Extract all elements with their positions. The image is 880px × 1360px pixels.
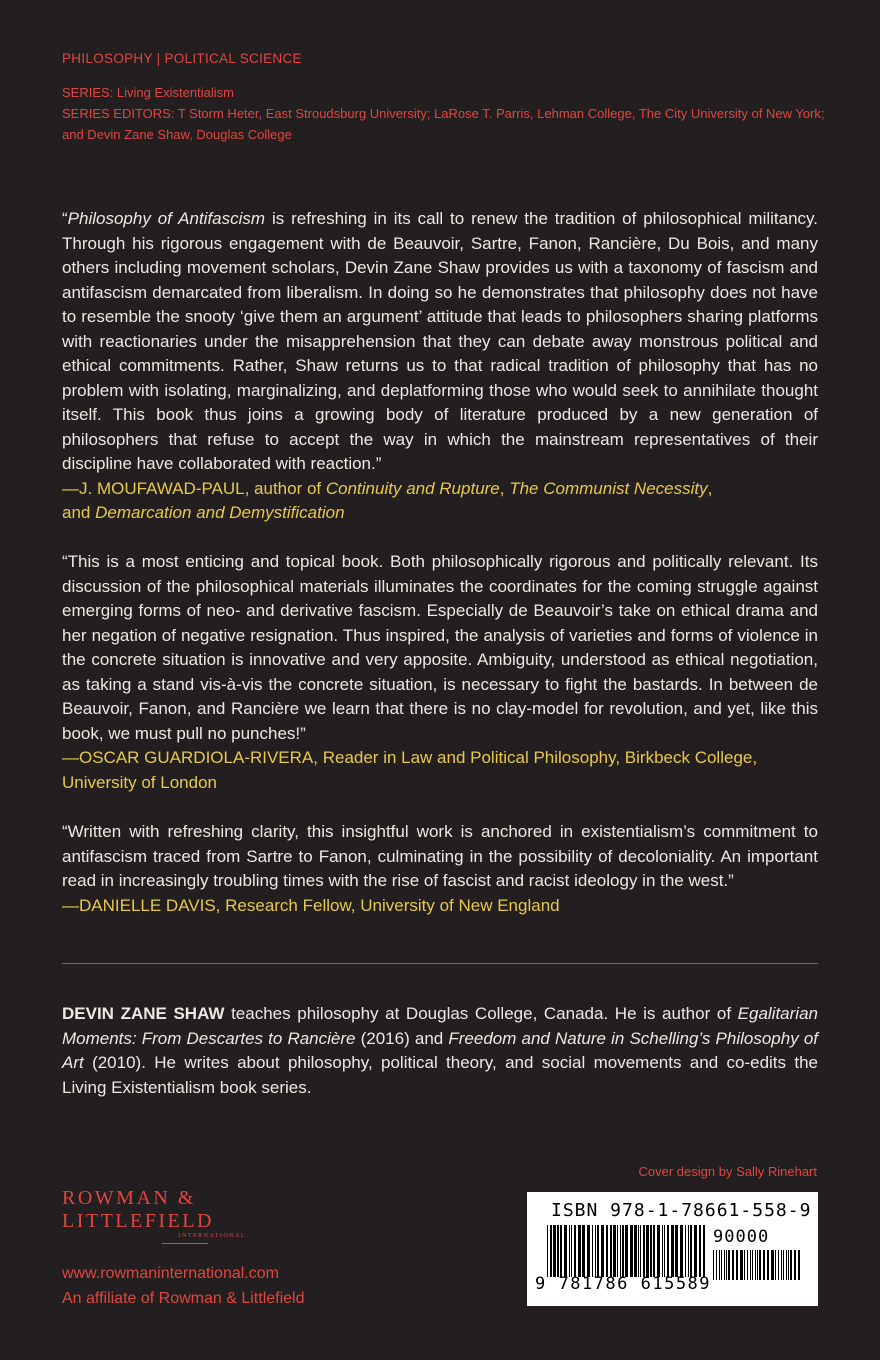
barcode-bar bbox=[680, 1225, 683, 1277]
barcode-bar bbox=[622, 1225, 624, 1277]
barcode-bar bbox=[719, 1250, 720, 1280]
endorsement-attribution: —J. MOUFAWAD-PAUL, author of Continuity and Rupture, The Communist Necessity, and Demarcation and Demystification bbox=[62, 478, 713, 522]
endorsement-3 bbox=[62, 820, 818, 918]
barcode-bar bbox=[690, 1225, 692, 1277]
barcode-bar bbox=[601, 1225, 604, 1277]
barcode-bar bbox=[783, 1250, 784, 1280]
barcode-bar bbox=[560, 1225, 562, 1277]
barcode-bar bbox=[752, 1250, 753, 1280]
series-info bbox=[62, 82, 832, 145]
barcode-bar bbox=[664, 1225, 665, 1277]
publisher-affiliate: An affiliate of Rowman & Littlefield bbox=[62, 1290, 305, 1307]
publisher-logo: ROWMAN & LITTLEFIELD INTERNATIONAL bbox=[62, 1186, 246, 1239]
barcode-bar bbox=[650, 1225, 652, 1277]
barcode-bar bbox=[610, 1225, 612, 1277]
barcode-bar bbox=[744, 1250, 745, 1280]
barcode-bar bbox=[716, 1250, 717, 1280]
publisher-website[interactable]: www.rowmaninternational.com bbox=[62, 1265, 279, 1282]
series-editors: SERIES EDITORS: T Storm Heter, East Stroudsburg University; LaRose T. Parris, Lehman College, The City University of New York; bbox=[62, 106, 825, 121]
subject-category: PHILOSOPHY | POLITICAL SCIENCE bbox=[62, 51, 302, 66]
barcode-bar bbox=[757, 1250, 758, 1280]
section-divider bbox=[62, 963, 818, 964]
barcode-bar bbox=[736, 1250, 738, 1280]
barcode-bar bbox=[798, 1250, 800, 1280]
quote-text: “Written with refreshing clarity, this insightful work is anchored in existentialism’s commitment to antifascism traced from Sartre to Fanon, culminating in the possibility of decoloniality. An important read in increasingly troubling times with the rise of fascist and racist ideology in the west.” bbox=[62, 822, 818, 890]
barcode-bar bbox=[788, 1250, 789, 1280]
barcode-bar bbox=[724, 1250, 725, 1280]
book-title: Egalitarian Moments: From Descartes to Rancière bbox=[62, 1004, 818, 1048]
barcode-bar bbox=[630, 1225, 633, 1277]
barcode-bar bbox=[675, 1225, 678, 1277]
addon-bars bbox=[713, 1250, 803, 1290]
barcode-bar bbox=[547, 1225, 548, 1277]
cover-credit: Cover design by Sally Rinehart bbox=[638, 1164, 817, 1179]
barcode-bar bbox=[786, 1250, 787, 1280]
barcode-bar bbox=[750, 1250, 751, 1280]
barcode-bar bbox=[640, 1225, 641, 1277]
barcode-bar bbox=[790, 1250, 792, 1280]
barcode-bar bbox=[685, 1225, 686, 1277]
barcode-bar bbox=[755, 1250, 756, 1280]
barcode-bar bbox=[634, 1225, 637, 1277]
author-bio: DEVIN ZANE SHAW teaches philosophy at Douglas College, Canada. He is author of Egalitarian Moments: From Descartes to Rancière (2016) and Freedom and Nature in Schelling’s Philosophy of Art (2010). He writes about philosophy, political theory, and social movements and co-edits the Living Existentialism book series. bbox=[62, 1004, 818, 1097]
barcode-bar bbox=[763, 1250, 765, 1280]
barcode-bar bbox=[759, 1250, 761, 1280]
barcode-bar bbox=[638, 1225, 639, 1277]
quote-text: is refreshing in its call to renew the tradition of philosophical militancy. Through his rigorous engagement with de Beauvoir, Sartre, Fanon, Rancière, Du Bois, and many others including movement scholars, Devin Zane Shaw provides us with a taxonomy of fascism and antifascism demarcated from liberalism. In doing so he demonstrates that philosophy does not have to resemble the snooty ‘give them an argument’ attitude that leads to philosophers sharing platforms with reactionaries under the misapprehension that they can debate away monstrous political and ethical commitments. Rather, Shaw returns us to that radical tradition of philosophy that has no problem with isolating, marginalizing, and deplatforming those who would seek to annihilate thought itself. This book thus joins a growing body of literature produced by a new generation of philosophers that refuse to accept the way in which the mainstream representatives of their discipline have collaborated with reaction.” bbox=[62, 209, 818, 473]
barcode-bar bbox=[699, 1225, 701, 1277]
barcode-bar bbox=[694, 1225, 697, 1277]
barcode-bar bbox=[550, 1225, 552, 1277]
barcode-bar bbox=[775, 1250, 776, 1280]
barcode-bar bbox=[587, 1225, 590, 1277]
isbn-barcode bbox=[527, 1192, 818, 1306]
barcode-bar bbox=[582, 1225, 585, 1277]
book-title: Philosophy of Antifascism bbox=[67, 209, 266, 228]
barcode-bar bbox=[726, 1250, 727, 1280]
barcode-bar bbox=[767, 1250, 769, 1280]
endorsement-attribution: —DANIELLE DAVIS, Research Fellow, University of New England bbox=[62, 895, 560, 915]
barcode-bar bbox=[740, 1250, 743, 1280]
barcode-bar bbox=[569, 1225, 570, 1277]
barcode-bar bbox=[721, 1250, 722, 1280]
barcode-bar bbox=[703, 1225, 705, 1277]
endorsement-1: “Philosophy of Antifascism is refreshing in its call to renew the tradition of philosophical militancy. Through his rigorous engagement with de Beauvoir, Sartre, Fanon, Rancière, Du Bois, and many others including movement scholars, Devin Zane Shaw provides us with a taxonomy of fascism and antifascism demarcated from liberalism. In doing so he demonstrates that philosophy does not have to resemble the snooty ‘give them an argument’ attitude that leads to philosophers sharing platforms with reactionaries under the misapprehension that they can debate away monstrous political and ethical commitments. Rather, Shaw returns us to that radical tradition of philosophy that has no problem with isolating, marginalizing, and deplatforming those who would seek to annihilate thought itself. This book thus joins a growing body of literature produced by a new generation of philosophers that refuse to accept the way in which the mainstream representatives of their discipline have collaborated with reaction.” —J. MOUFAWAD-PAUL, author of Continuity and Rupture, The Communist Necessity, and Demarcation and Demystification bbox=[62, 207, 818, 526]
barcode-bar bbox=[713, 1250, 714, 1280]
ean-bars bbox=[547, 1225, 707, 1277]
book-title: Freedom and Nature in Schelling’s Philosophy of Art bbox=[62, 1028, 818, 1072]
publisher-info bbox=[62, 1261, 305, 1311]
barcode-bar bbox=[592, 1225, 593, 1277]
barcode-bar bbox=[564, 1225, 567, 1277]
barcode-bar bbox=[574, 1225, 576, 1277]
quote-text: “This is a most enticing and topical book. Both philosophically rigorous and politically relevant. Its discussion of the philosophical materials illuminates the coordinates for the coming struggle against emerging forms of neo- and derivative fascism. Especially de Beauvoir’s take on ethical drama and her negation of negative resignation. Thus inspired, the analysis of varieties and forms of violence in the concrete situation is innovative and very apposite. Ambiguity, understood as ethical negotiation, as taking a stand vis-à-vis the concrete situation, is necessary to fight the bastards. In between de Beauvoir, Fanon, and Rancière we learn that there is no clay-model for revolution, and yet, like this book, we must pull no punches!” bbox=[62, 552, 818, 743]
price-addon: 90000 bbox=[713, 1227, 770, 1247]
barcode-bar bbox=[578, 1225, 581, 1277]
barcode-bar bbox=[625, 1225, 628, 1277]
barcode-bar bbox=[778, 1250, 779, 1280]
barcode-bar bbox=[571, 1225, 572, 1277]
isbn-label: ISBN 978-1-78661-558-9 bbox=[551, 1200, 812, 1221]
barcode-bar bbox=[606, 1225, 608, 1277]
barcode-bar bbox=[657, 1225, 660, 1277]
barcode-bar bbox=[557, 1225, 559, 1277]
barcode-bar bbox=[781, 1250, 782, 1280]
barcode-bar bbox=[613, 1225, 616, 1277]
barcode-bar bbox=[732, 1250, 734, 1280]
ean-digits: 9 781786 615589 bbox=[535, 1274, 712, 1294]
barcode-bar bbox=[553, 1225, 556, 1277]
barcode-bar bbox=[671, 1225, 674, 1277]
barcode-bar bbox=[747, 1250, 748, 1280]
barcode-bar bbox=[595, 1225, 596, 1277]
series-name: SERIES: Living Existentialism bbox=[62, 85, 234, 100]
barcode-bar bbox=[662, 1225, 663, 1277]
endorsement-attribution: —OSCAR GUARDIOLA-RIVERA, Reader in Law and Political Philosophy, Birkbeck College, University of London bbox=[62, 748, 758, 792]
barcode-bar bbox=[653, 1225, 655, 1277]
author-name: DEVIN ZANE SHAW bbox=[62, 1004, 225, 1023]
barcode-bar bbox=[728, 1250, 730, 1280]
barcode-bar bbox=[620, 1225, 621, 1277]
barcode-bar bbox=[643, 1225, 645, 1277]
barcode-bar bbox=[771, 1250, 774, 1280]
barcode-bar bbox=[688, 1225, 689, 1277]
barcode-bar bbox=[646, 1225, 649, 1277]
barcode-bar bbox=[597, 1225, 599, 1277]
series-editors-cont: and Devin Zane Shaw, Douglas College bbox=[62, 127, 292, 142]
barcode-bar bbox=[794, 1250, 796, 1280]
barcode-bar bbox=[617, 1225, 618, 1277]
barcode-bar bbox=[667, 1225, 669, 1277]
endorsement-2 bbox=[62, 550, 818, 795]
